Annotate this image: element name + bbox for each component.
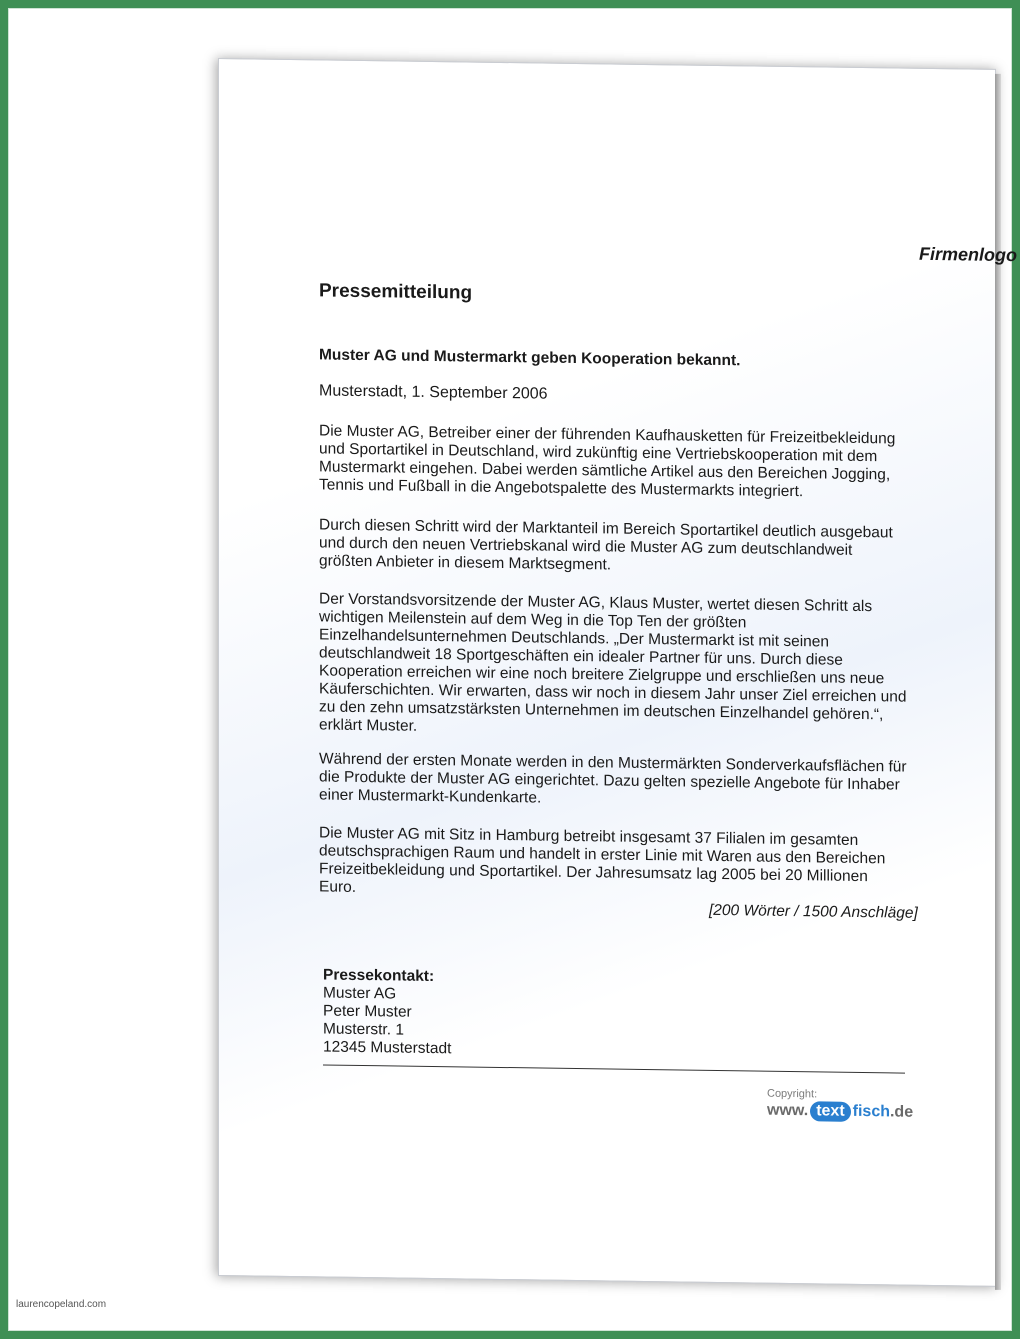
contact-line: Muster AG — [323, 984, 397, 1003]
logo-wordmark — [767, 1101, 913, 1123]
document-page — [218, 58, 1017, 1287]
press-headline: Muster AG und Mustermarkt geben Kooperation bekannt. — [319, 346, 741, 370]
logo-tld: .de — [889, 1103, 914, 1121]
dateline: Musterstadt, 1. September 2006 — [319, 382, 548, 403]
watermark: laurencopeland.com — [16, 1299, 107, 1310]
textfisch-logo — [767, 1085, 914, 1137]
fish-badge-icon: text — [810, 1101, 850, 1122]
paragraph-4: Während der ersten Monate werden in den Mustermärkten Sonderverkaufsflächen für die Produkte der Muster AG eingerichtet. Dazu gelten spezielle Angebote für Inhaber einer Mustermarkt-Kundenkarte. — [319, 750, 907, 807]
document-title: Pressemitteilung — [319, 280, 473, 304]
press-contact-label: Pressekontakt: — [323, 966, 435, 986]
paragraph-5: Die Muster AG mit Sitz in Hamburg betreibt insgesamt 37 Filialen im gesamten deutschsprachigen Raum und handelt in erster Linie mit Waren aus den Bereichen Freizeitbekleidung und Sportartikel. Der Jahresumsatz lag 2005 bei 20 Millionen Euro. — [319, 824, 886, 896]
paragraph-3: Der Vorstandsvorsitzende der Muster AG, Klaus Muster, wertet diesen Schritt als wichtigen Meilenstein auf dem Weg in die Top Ten der größten Einzelhandelsunternehmen Deutschlands. „Der Mustermarkt ist mit seinen deutschlandweit 18 Sportgeschäften ein idealer Partner für uns. Durch diese Kooperation erreichen wir eine noch breitere Zielgruppe und erschließen uns neue Käuferschichten. Wir erwarten, dass wir noch in diesem Jahr unser Ziel erreichen und zu den zehn umsatzstärksten Unternehmen im deutschen Einzelhandel gehören.“, erklärt Muster. — [319, 590, 907, 735]
logo-prefix: www. — [767, 1101, 809, 1120]
company-logo-placeholder: Firmenlogo — [919, 243, 1017, 266]
paragraph-2: Durch diesen Schritt wird der Marktanteil im Bereich Sportartikel deutlich ausgebaut und durch den neuen Vertriebskanal wird die Muster AG zum deutschlandweit größten Anbieter in diesem Marktsegment. — [319, 516, 893, 574]
logo-suffix: fisch — [852, 1102, 890, 1121]
contact-line: 12345 Musterstadt — [323, 1038, 452, 1058]
copyright-label: Copyright: — [767, 1087, 818, 1101]
word-count: [200 Wörter / 1500 Anschläge] — [709, 901, 918, 922]
paragraph-1: Die Muster AG, Betreiber einer der führenden Kaufhausketten für Freizeitbekleidung und Sportartikel in Deutschland, wird zukünftig eine Vertriebskooperation mit dem Mustermarkt eingehen. Dabei werden sämtliche Artikel aus den Bereichen Jogging, Tennis und Fußball in die Angebotspalette des Mustermarkts integriert. — [319, 422, 896, 501]
divider — [323, 1064, 905, 1073]
contact-line: Musterstr. 1 — [323, 1020, 404, 1039]
press-contact — [323, 966, 451, 1058]
contact-line: Peter Muster — [323, 1002, 412, 1021]
